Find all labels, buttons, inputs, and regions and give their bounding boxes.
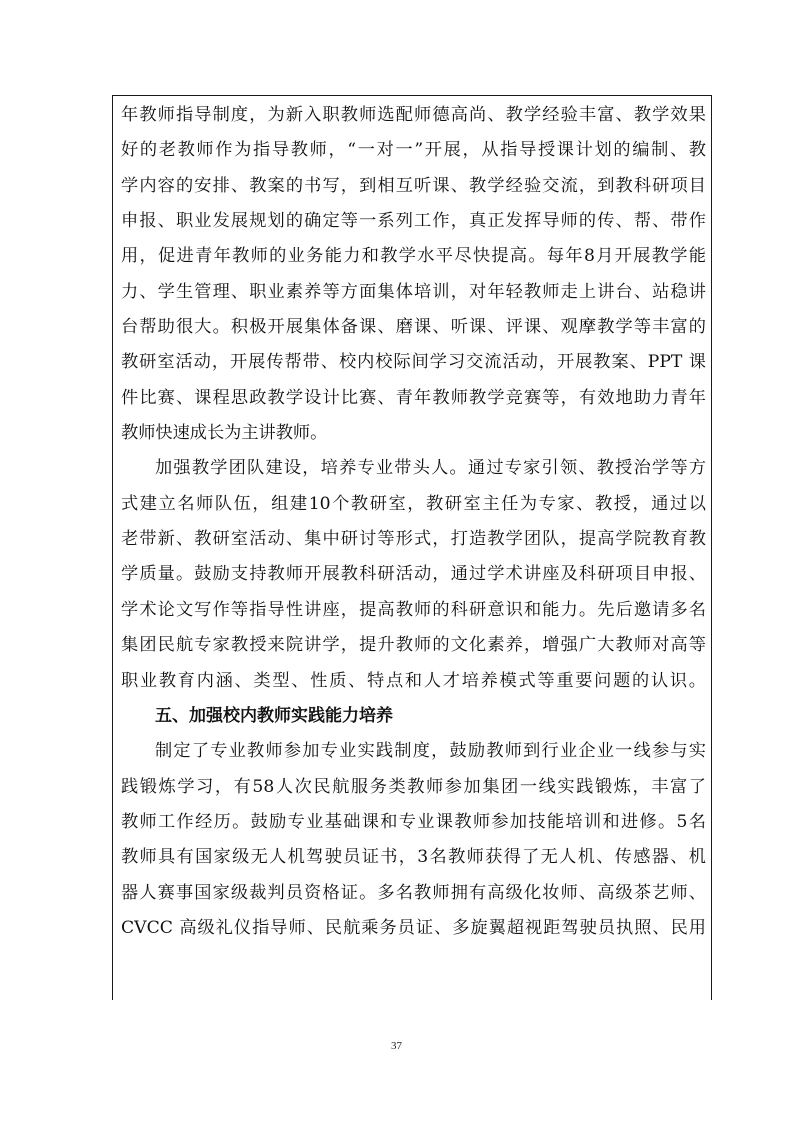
text-line: CVCC 高级礼仪指导师、民航乘务员证、多旋翼超视距驾驶员执照、民用: [121, 917, 706, 938]
document-body: [121, 98, 706, 946]
text-line: 教师具有国家级无人机驾驶员证书，3名教师获得了无人机、传感器、机: [121, 847, 706, 868]
text-line: 职业教育内涵、类型、性质、特点和人才培养模式等重要问题的认识。: [121, 670, 706, 691]
text-line: 年教师指导制度，为新入职教师选配师德高尚、教学经验丰富、教学效果: [121, 105, 706, 125]
text-line: 力、学生管理、职业素养等方面集体培训，对年轻教师走上讲台、站稳讲: [121, 281, 706, 302]
text-line: 教研室活动，开展传帮带、校内校际间学习交流活动，开展教案、PPT 课: [121, 352, 706, 373]
text-line: 式建立名师队伍，组建10个教研室，教研室主任为专家、教授，通过以: [121, 493, 706, 514]
section-heading: 五、加强校内教师实践能力培养: [155, 705, 393, 726]
text-line: 加强教学团队建设，培养专业带头人。通过专家引领、教授治学等方: [155, 458, 706, 479]
text-line: 教师工作经历。鼓励专业基础课和专业课教师参加技能培训和进修。5名: [121, 811, 706, 832]
text-line: 老带新、教研室活动、集中研讨等形式，打造教学团队，提高学院教育教: [121, 529, 706, 550]
text-line: 件比赛、课程思政教学设计比赛、青年教师教学竞赛等，有效地助力青年: [121, 387, 706, 408]
text-line: 集团民航专家教授来院讲学，提升教师的文化素养，增强广大教师对高等: [121, 635, 706, 656]
page-number: 37: [391, 1040, 402, 1052]
text-line: 学质量。鼓励支持教师开展教科研活动，通过学术讲座及科研项目申报、: [121, 564, 706, 585]
text-line: 践锻炼学习，有58人次民航服务类教师参加集团一线实践锻炼，丰富了: [121, 776, 706, 797]
text-line: 学术论文写作等指导性讲座，提高教师的科研意识和能力。先后邀请多名: [121, 599, 706, 620]
text-line: 学内容的安排、教案的书写，到相互听课、教学经验交流，到教科研项目: [121, 175, 706, 196]
text-line: 台帮助很大。积极开展集体备课、磨课、听课、评课、观摩教学等丰富的: [121, 317, 706, 338]
text-line: 申报、职业发展规划的确定等一系列工作，真正发挥导师的传、帮、带作: [121, 211, 706, 232]
text-line: 好的老教师作为指导教师，“一对一”开展，从指导授课计划的编制、教: [121, 140, 706, 161]
text-line: 器人赛事国家级裁判员资格证。多名教师拥有高级化妆师、高级茶艺师、: [121, 882, 706, 903]
text-line: 教师快速成长为主讲教师。: [121, 423, 328, 444]
text-line: 用，促进青年教师的业务能力和教学水平尽快提高。每年8月开展教学能: [121, 246, 706, 267]
text-line: 制定了专业教师参加专业实践制度，鼓励教师到行业企业一线参与实: [155, 741, 706, 762]
